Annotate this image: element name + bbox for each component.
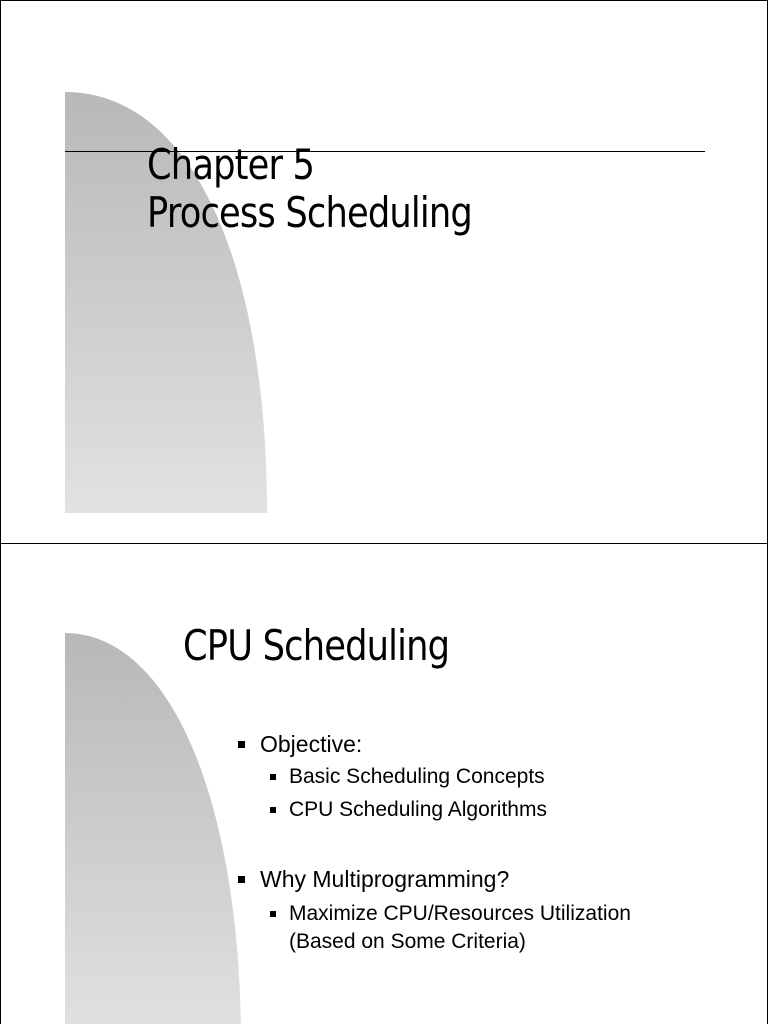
sub-bullet-text: CPU Scheduling Algorithms	[289, 798, 547, 821]
bullet-square-icon	[270, 774, 276, 780]
bullet-objective	[260, 730, 362, 758]
bullet-text: Objective:	[260, 731, 363, 757]
sub-bullet	[289, 900, 631, 928]
slide-title: CPU Scheduling	[183, 621, 450, 670]
bullet-square-icon	[238, 876, 245, 883]
sub-bullet	[289, 763, 545, 791]
bullet-text: Why Multiprogramming?	[260, 866, 510, 892]
decorative-curve-shape	[1, 1, 767, 544]
bullet-square-icon	[270, 807, 276, 813]
chapter-name: Process Scheduling	[147, 188, 472, 237]
sub-bullet-text: Maximize CPU/Resources Utilization	[289, 902, 631, 925]
sub-bullet-text: (Based on Some Criteria)	[289, 930, 526, 953]
sub-bullet-text: Basic Scheduling Concepts	[289, 765, 545, 788]
chapter-title	[147, 141, 472, 237]
bullet-square-icon	[238, 741, 245, 748]
bullet-why-multiprogramming	[260, 865, 509, 893]
chapter-number: Chapter 5	[147, 140, 315, 189]
slide-cpu-scheduling	[0, 543, 768, 1024]
sub-bullet-continuation	[289, 928, 526, 956]
sub-bullet	[289, 796, 547, 824]
bullet-square-icon	[270, 911, 276, 917]
